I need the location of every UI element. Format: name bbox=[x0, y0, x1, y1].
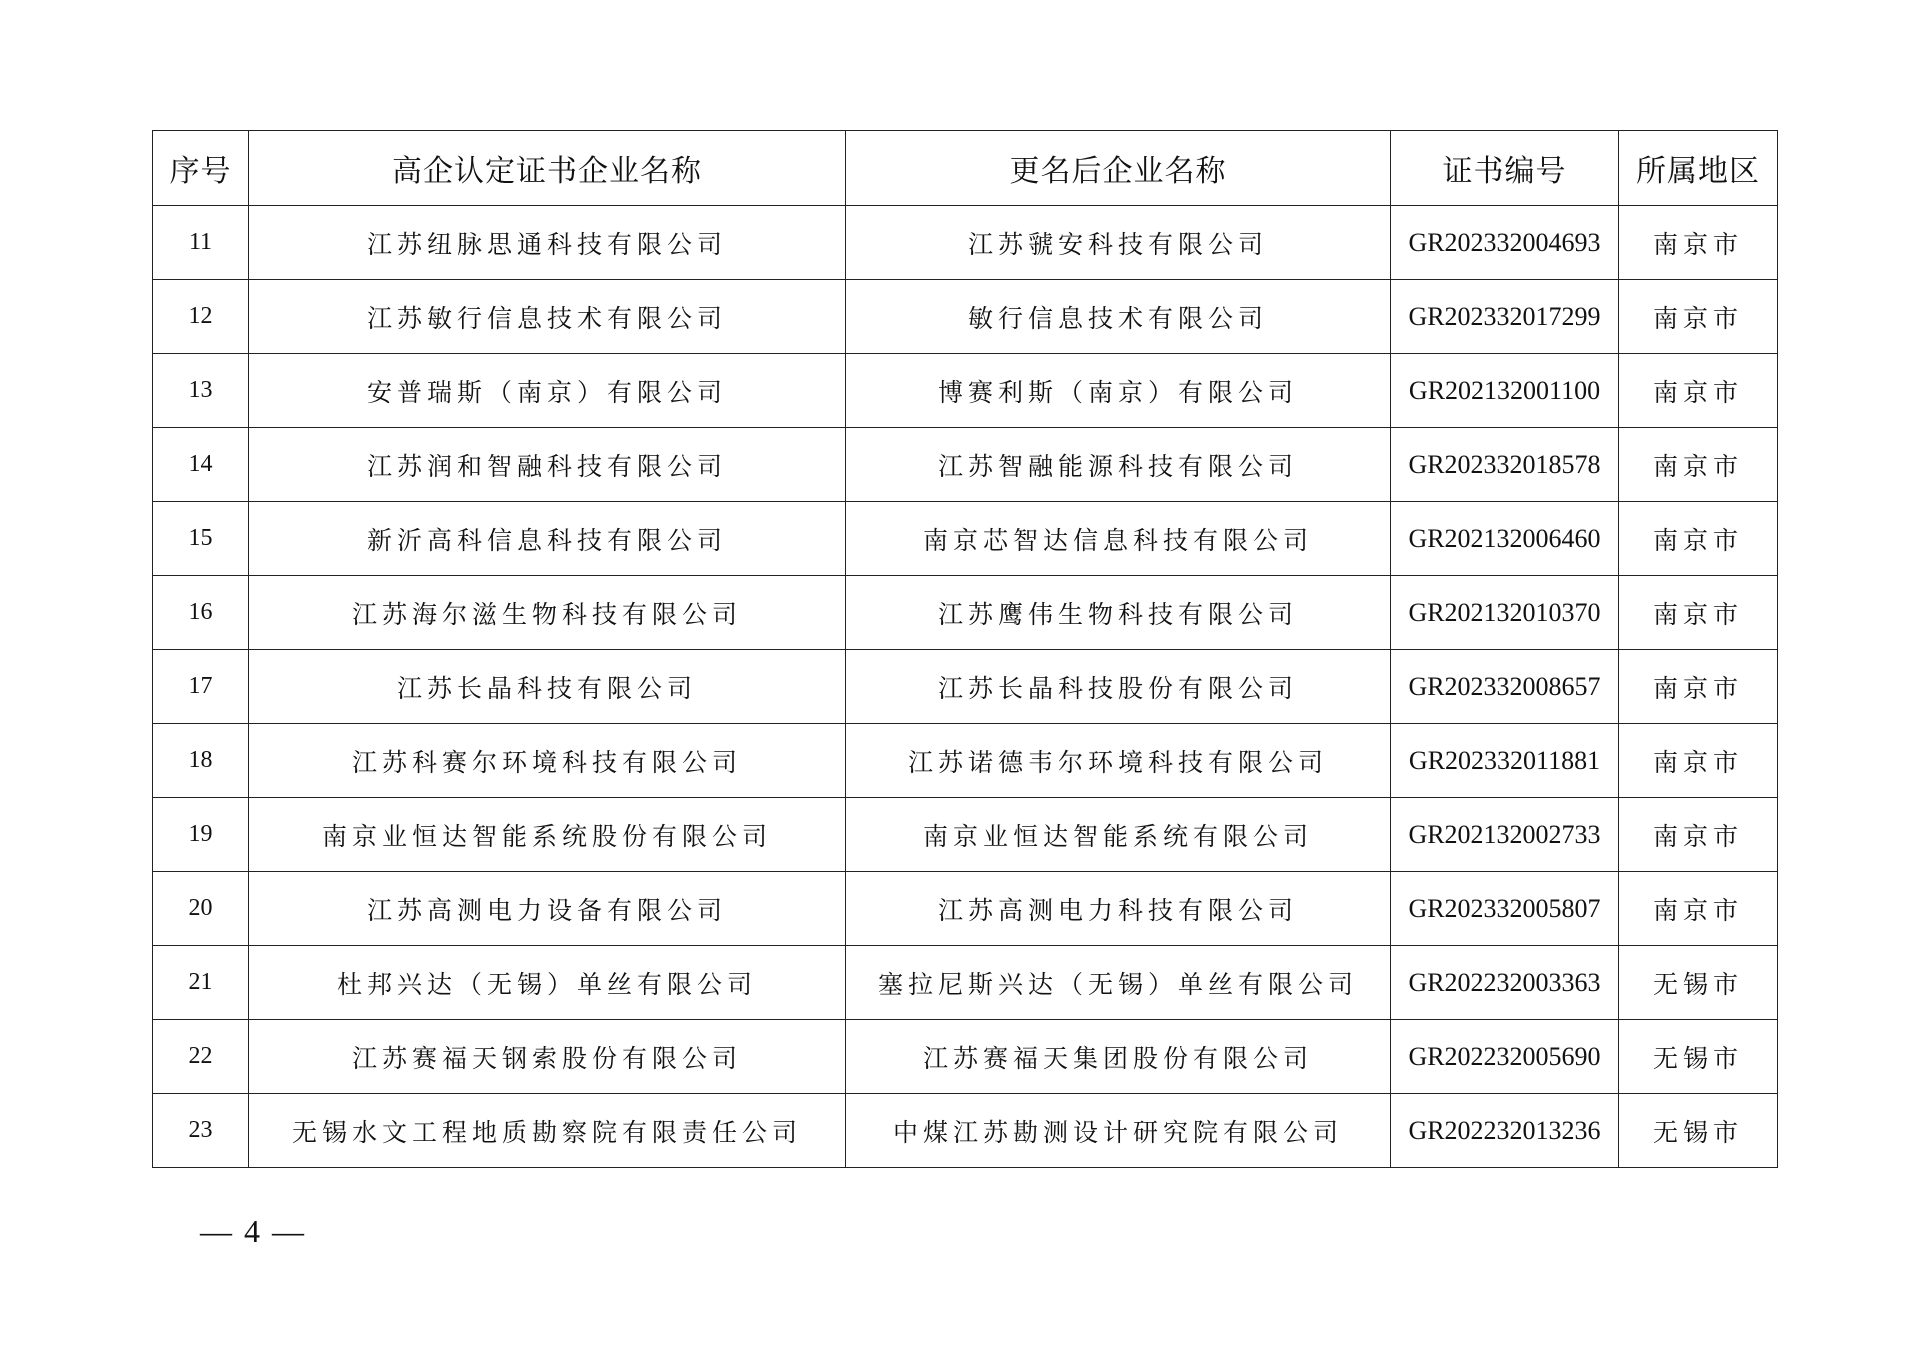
region: 南京市 bbox=[1619, 502, 1778, 576]
table-row bbox=[153, 428, 1778, 502]
table-row bbox=[153, 502, 1778, 576]
table-row bbox=[153, 798, 1778, 872]
original-company-name: 江苏科赛尔环境科技有限公司 bbox=[249, 724, 846, 798]
new-company-name: 敏行信息技术有限公司 bbox=[846, 280, 1391, 354]
table-row bbox=[153, 650, 1778, 724]
region: 南京市 bbox=[1619, 872, 1778, 946]
certificate-number: GR202132010370 bbox=[1391, 576, 1619, 650]
table-row bbox=[153, 280, 1778, 354]
certificate-number: GR202332005807 bbox=[1391, 872, 1619, 946]
original-company-name: 江苏长晶科技有限公司 bbox=[249, 650, 846, 724]
table-row bbox=[153, 872, 1778, 946]
new-company-name: 南京芯智达信息科技有限公司 bbox=[846, 502, 1391, 576]
row-index: 13 bbox=[153, 354, 249, 428]
row-index: 11 bbox=[153, 206, 249, 280]
certificate-number: GR202132006460 bbox=[1391, 502, 1619, 576]
region: 南京市 bbox=[1619, 650, 1778, 724]
region: 南京市 bbox=[1619, 428, 1778, 502]
certificate-number: GR202132001100 bbox=[1391, 354, 1619, 428]
header-region: 所属地区 bbox=[1619, 131, 1778, 206]
new-company-name: 博赛利斯（南京）有限公司 bbox=[846, 354, 1391, 428]
original-company-name: 江苏纽脉思通科技有限公司 bbox=[249, 206, 846, 280]
original-company-name: 杜邦兴达（无锡）单丝有限公司 bbox=[249, 946, 846, 1020]
region: 无锡市 bbox=[1619, 1094, 1778, 1168]
new-company-name: 江苏智融能源科技有限公司 bbox=[846, 428, 1391, 502]
row-index: 22 bbox=[153, 1020, 249, 1094]
table-header-row bbox=[153, 131, 1778, 206]
new-company-name: 江苏虢安科技有限公司 bbox=[846, 206, 1391, 280]
region: 南京市 bbox=[1619, 206, 1778, 280]
row-index: 14 bbox=[153, 428, 249, 502]
table-row bbox=[153, 724, 1778, 798]
new-company-name: 江苏高测电力科技有限公司 bbox=[846, 872, 1391, 946]
original-company-name: 无锡水文工程地质勘察院有限责任公司 bbox=[249, 1094, 846, 1168]
certificate-number: GR202332004693 bbox=[1391, 206, 1619, 280]
table-row bbox=[153, 1094, 1778, 1168]
region: 南京市 bbox=[1619, 576, 1778, 650]
original-company-name: 江苏海尔滋生物科技有限公司 bbox=[249, 576, 846, 650]
header-index: 序号 bbox=[153, 131, 249, 206]
header-certificate-no: 证书编号 bbox=[1391, 131, 1619, 206]
table-row bbox=[153, 946, 1778, 1020]
original-company-name: 江苏高测电力设备有限公司 bbox=[249, 872, 846, 946]
row-index: 12 bbox=[153, 280, 249, 354]
company-rename-table bbox=[152, 130, 1778, 1168]
original-company-name: 江苏润和智融科技有限公司 bbox=[249, 428, 846, 502]
row-index: 17 bbox=[153, 650, 249, 724]
region: 南京市 bbox=[1619, 280, 1778, 354]
table-row bbox=[153, 576, 1778, 650]
original-company-name: 新沂高科信息科技有限公司 bbox=[249, 502, 846, 576]
original-company-name: 安普瑞斯（南京）有限公司 bbox=[249, 354, 846, 428]
row-index: 18 bbox=[153, 724, 249, 798]
certificate-number: GR202232005690 bbox=[1391, 1020, 1619, 1094]
header-original-name: 高企认定证书企业名称 bbox=[249, 131, 846, 206]
certificate-number: GR202332017299 bbox=[1391, 280, 1619, 354]
new-company-name: 塞拉尼斯兴达（无锡）单丝有限公司 bbox=[846, 946, 1391, 1020]
header-new-name: 更名后企业名称 bbox=[846, 131, 1391, 206]
region: 无锡市 bbox=[1619, 1020, 1778, 1094]
table-row bbox=[153, 354, 1778, 428]
row-index: 20 bbox=[153, 872, 249, 946]
new-company-name: 南京业恒达智能系统有限公司 bbox=[846, 798, 1391, 872]
new-company-name: 江苏诺德韦尔环境科技有限公司 bbox=[846, 724, 1391, 798]
new-company-name: 江苏长晶科技股份有限公司 bbox=[846, 650, 1391, 724]
table-row bbox=[153, 1020, 1778, 1094]
original-company-name: 南京业恒达智能系统股份有限公司 bbox=[249, 798, 846, 872]
certificate-number: GR202332008657 bbox=[1391, 650, 1619, 724]
page-number: — 4 — bbox=[200, 1213, 306, 1249]
row-index: 23 bbox=[153, 1094, 249, 1168]
new-company-name: 江苏赛福天集团股份有限公司 bbox=[846, 1020, 1391, 1094]
row-index: 21 bbox=[153, 946, 249, 1020]
region: 南京市 bbox=[1619, 798, 1778, 872]
original-company-name: 江苏敏行信息技术有限公司 bbox=[249, 280, 846, 354]
certificate-number: GR202232013236 bbox=[1391, 1094, 1619, 1168]
certificate-number: GR202232003363 bbox=[1391, 946, 1619, 1020]
table-row bbox=[153, 206, 1778, 280]
original-company-name: 江苏赛福天钢索股份有限公司 bbox=[249, 1020, 846, 1094]
certificate-number: GR202132002733 bbox=[1391, 798, 1619, 872]
region: 无锡市 bbox=[1619, 946, 1778, 1020]
row-index: 16 bbox=[153, 576, 249, 650]
new-company-name: 中煤江苏勘测设计研究院有限公司 bbox=[846, 1094, 1391, 1168]
row-index: 15 bbox=[153, 502, 249, 576]
certificate-number: GR202332018578 bbox=[1391, 428, 1619, 502]
row-index: 19 bbox=[153, 798, 249, 872]
region: 南京市 bbox=[1619, 354, 1778, 428]
region: 南京市 bbox=[1619, 724, 1778, 798]
certificate-number: GR202332011881 bbox=[1391, 724, 1619, 798]
new-company-name: 江苏鹰伟生物科技有限公司 bbox=[846, 576, 1391, 650]
